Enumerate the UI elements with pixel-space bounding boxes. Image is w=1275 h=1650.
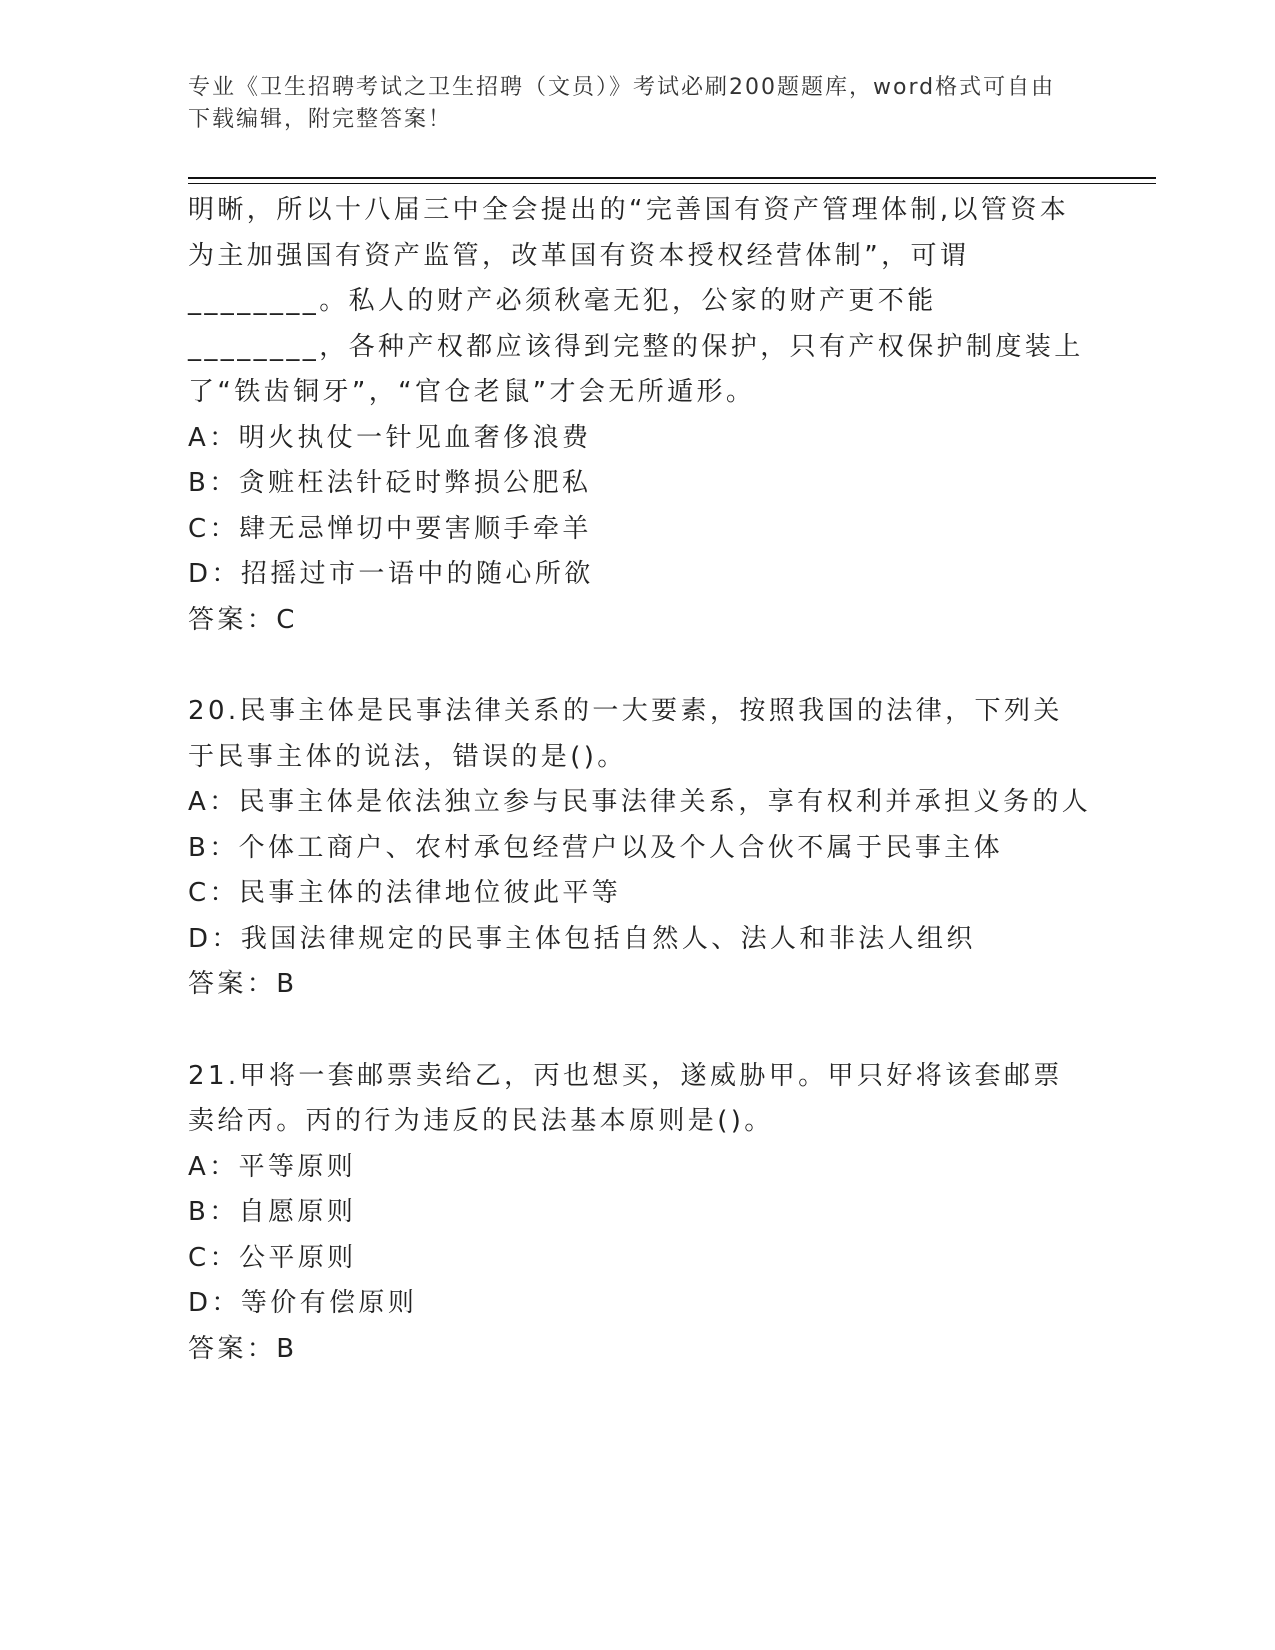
question-stem: 明晰，所以十八届三中全会提出的“完善国有资产管理体制,以管资本为主加强国有资产监管，改革国有资本授权经营体制”，可谓________。私人的财产必须秋毫无犯，公家的财产更不能________，各种产权都应该得到完整的保护，只有产权保护制度装上了“铁齿铜牙”，“官仓老鼠”才会无所遁形。: [188, 195, 1084, 407]
option-a: A：明火执仗一针见血奢侈浪费: [188, 422, 592, 453]
answer-line: 答案：C: [188, 604, 298, 635]
answer-line: 答案：B: [188, 1333, 298, 1364]
question-stem: 20.民事主体是民事法律关系的一大要素，按照我国的法律，下列关于民事主体的说法，错误的是()。: [188, 696, 1063, 772]
option-d: D：我国法律规定的民事主体包括自然人、法人和非法人组织: [188, 923, 976, 954]
question-20: [188, 689, 1092, 1008]
header-rule-thin: [188, 183, 1156, 184]
question-gap: [188, 1008, 1088, 1054]
question-gap: [188, 643, 1088, 689]
option-b: B：贪赃枉法针砭时弊损公肥私: [188, 468, 592, 498]
option-c: C：民事主体的法律地位彼此平等: [188, 878, 622, 908]
option-d: D：招摇过市一语中的随心所欲: [188, 559, 594, 589]
question-21: [188, 1054, 1088, 1373]
option-b: B：个体工商户、农村承包经营户以及个人合伙不属于民事主体: [188, 832, 1004, 863]
question-stem: 21.甲将一套邮票卖给乙，丙也想买，遂威胁甲。甲只好将该套邮票卖给丙。丙的行为违反的民法基本原则是()。: [188, 1060, 1063, 1136]
option-a: A：平等原则: [188, 1151, 357, 1182]
document-header: 专业《卫生招聘考试之卫生招聘（文员）》考试必刷200题题库，word格式可自由下载编辑，附完整答案！: [188, 75, 1056, 132]
option-c: C：公平原则: [188, 1242, 357, 1273]
answer-line: 答案：B: [188, 969, 298, 999]
option-c: C：肆无忌惮切中要害顺手牵羊: [188, 513, 592, 544]
question-continuation: [188, 188, 1088, 643]
document-body: [188, 188, 1092, 1372]
option-d: D：等价有偿原则: [188, 1288, 418, 1318]
option-a: A：民事主体是依法独立参与民事法律关系，享有权利并承担义务的人: [188, 787, 1092, 817]
option-b: B：自愿原则: [188, 1197, 357, 1227]
header-rule-thick: [188, 177, 1156, 179]
